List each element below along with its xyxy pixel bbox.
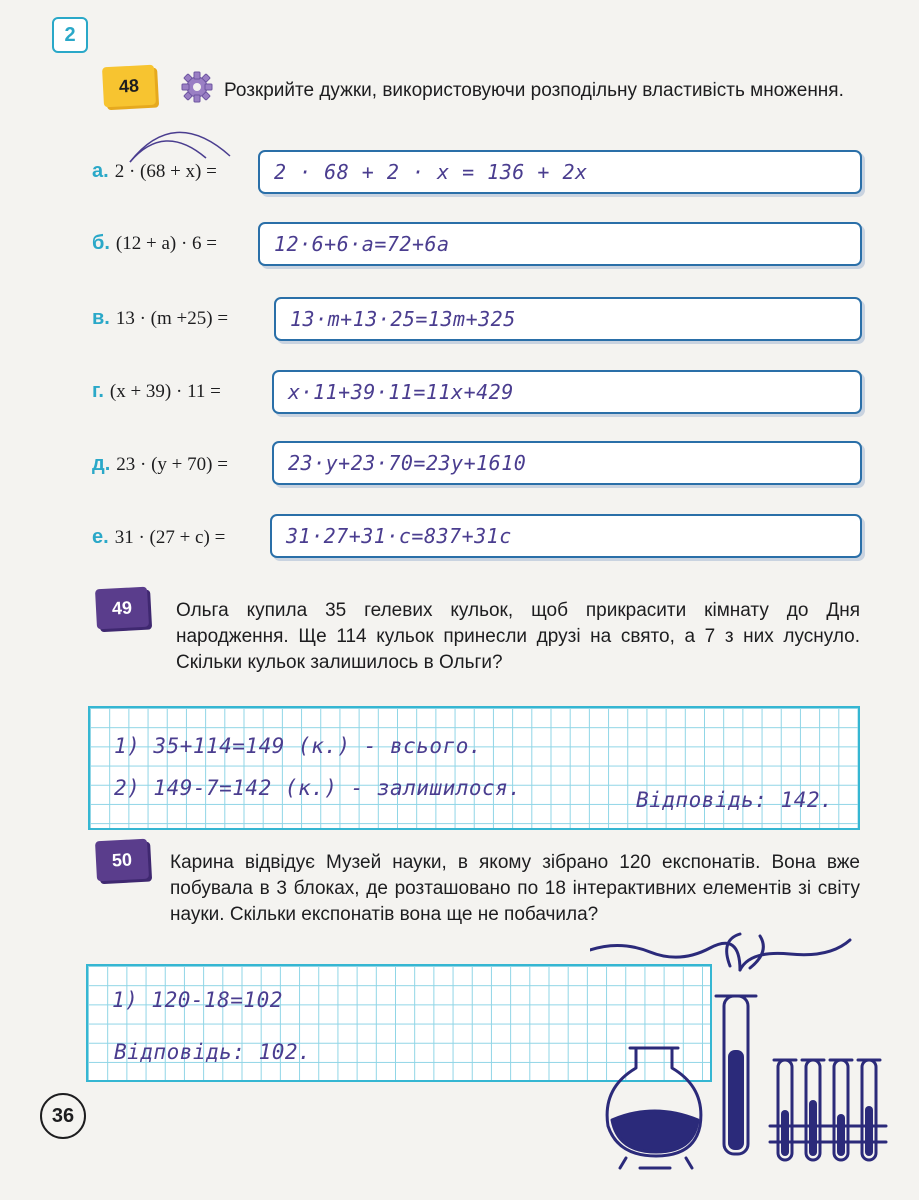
answer-box-e[interactable] xyxy=(270,514,862,558)
task-48-badge: 48 xyxy=(102,65,156,108)
answer-box-d[interactable] xyxy=(272,441,862,485)
page-number: 36 xyxy=(40,1093,86,1139)
expr-h: г. (x + 39) · 11 = xyxy=(92,380,221,402)
answer-a: 2 · 68 + 2 · x = 136 + 2x xyxy=(274,160,588,184)
answer-box-a[interactable] xyxy=(258,150,862,194)
answer-e: 31·27+31·c=837+31c xyxy=(286,524,512,548)
task-50-text: Карина відвідує Музей науки, в якому зібрано 120 експонатів. Вона вже побувала в 3 блоках, де розташовано по 18 інтерактивних елементів зі світу науки. Скільки експонатів вона ще не побачила? xyxy=(170,852,860,925)
task-49-answer: Відповідь: 142. xyxy=(636,788,834,812)
answer-box-b[interactable] xyxy=(258,222,862,266)
answer-box-h[interactable] xyxy=(272,370,862,414)
task-50-answer: Відповідь: 102. xyxy=(114,1040,312,1064)
task-49-line-2: 2) 149-7=142 (к.) - залишилося. xyxy=(114,776,522,800)
answer-d: 23·y+23·70=23y+1610 xyxy=(288,451,527,475)
answer-v: 13·m+13·25=13m+325 xyxy=(290,307,516,331)
answer-h: x·11+39·11=11x+429 xyxy=(288,380,514,404)
task-49-badge: 49 xyxy=(95,587,149,630)
task-48-instruction: Розкрийте дужки, використовуючи розподільну властивість множення. xyxy=(224,80,844,101)
task-50-line-1: 1) 120-18=102 xyxy=(112,988,283,1012)
task-49-text: Ольга купила 35 гелевих кульок, щоб прикрасити кімнату до Дня народження. Ще 114 кульок принесли друзі на свято, а 7 з них луснуло. Скільки кульок залишилось в Ольги? xyxy=(176,600,860,673)
expr-d: д. 23 · (y + 70) = xyxy=(92,453,228,475)
answer-b: 12·6+6·a=72+6a xyxy=(274,232,450,256)
expr-v: в. 13 · (m +25) = xyxy=(92,307,229,329)
answer-box-v[interactable] xyxy=(274,297,862,341)
expr-b: б. (12 + a) · 6 = xyxy=(92,232,218,254)
expr-a: а. 2 · (68 + x) = xyxy=(92,160,217,182)
expr-e: е. 31 · (27 + c) = xyxy=(92,526,226,548)
task-50-badge: 50 xyxy=(95,839,149,882)
task-49-line-1: 1) 35+114=149 (к.) - всього. xyxy=(114,734,483,758)
unit-badge: 2 xyxy=(52,17,88,53)
lab-flask-test-tubes-illustration xyxy=(590,930,890,1170)
